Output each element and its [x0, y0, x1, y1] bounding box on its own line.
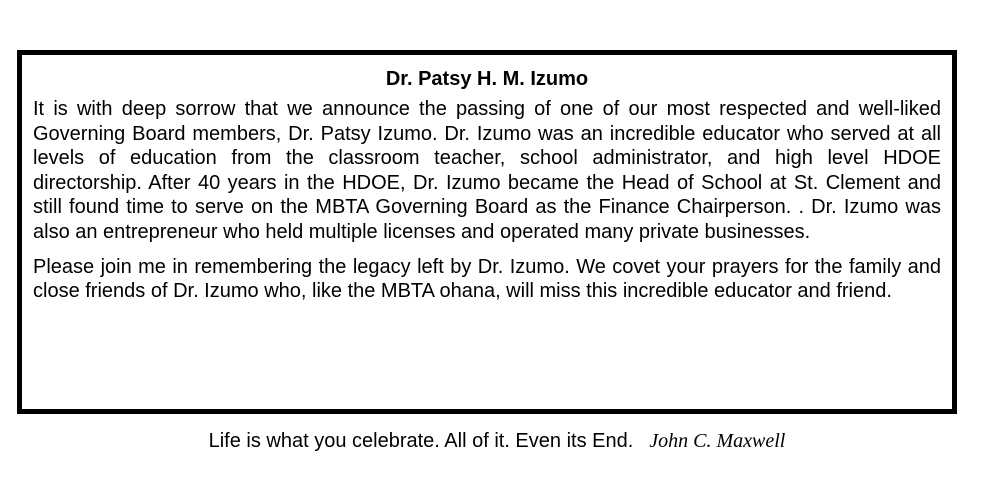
notice-title: Dr. Patsy H. M. Izumo [385, 68, 589, 90]
notice-paragraph-announcement: It is with deep sorrow that we announce the passing of one of our most respected and well-liked Governing Board members, Dr. Patsy Izumo. Dr. Izumo was an incredible educator who served at all levels of education from the classroom teacher, school administrator, and high level HDOE directorship. After 40 years in the HDOE, Dr. Izumo became the Head of School at St. Clement and still found time to serve on the MBTA Governing Board as the Finance Chairperson. . Dr. Izumo was also an entrepreneur who held multiple licenses and operated many private businesses. [33, 98, 941, 243]
memorial-notice-box [17, 50, 957, 414]
quote-author: John C. Maxwell [649, 430, 786, 452]
closing-quote [0, 428, 994, 454]
notice-paragraph-remembrance: Please join me in remembering the legacy left by Dr. Izumo. We covet your prayers for the family and close friends of Dr. Izumo who, like the MBTA ohana, will miss this incredible educator and friend. [33, 255, 941, 303]
quote-text: Life is what you celebrate. All of it. Even its End. [208, 430, 634, 452]
